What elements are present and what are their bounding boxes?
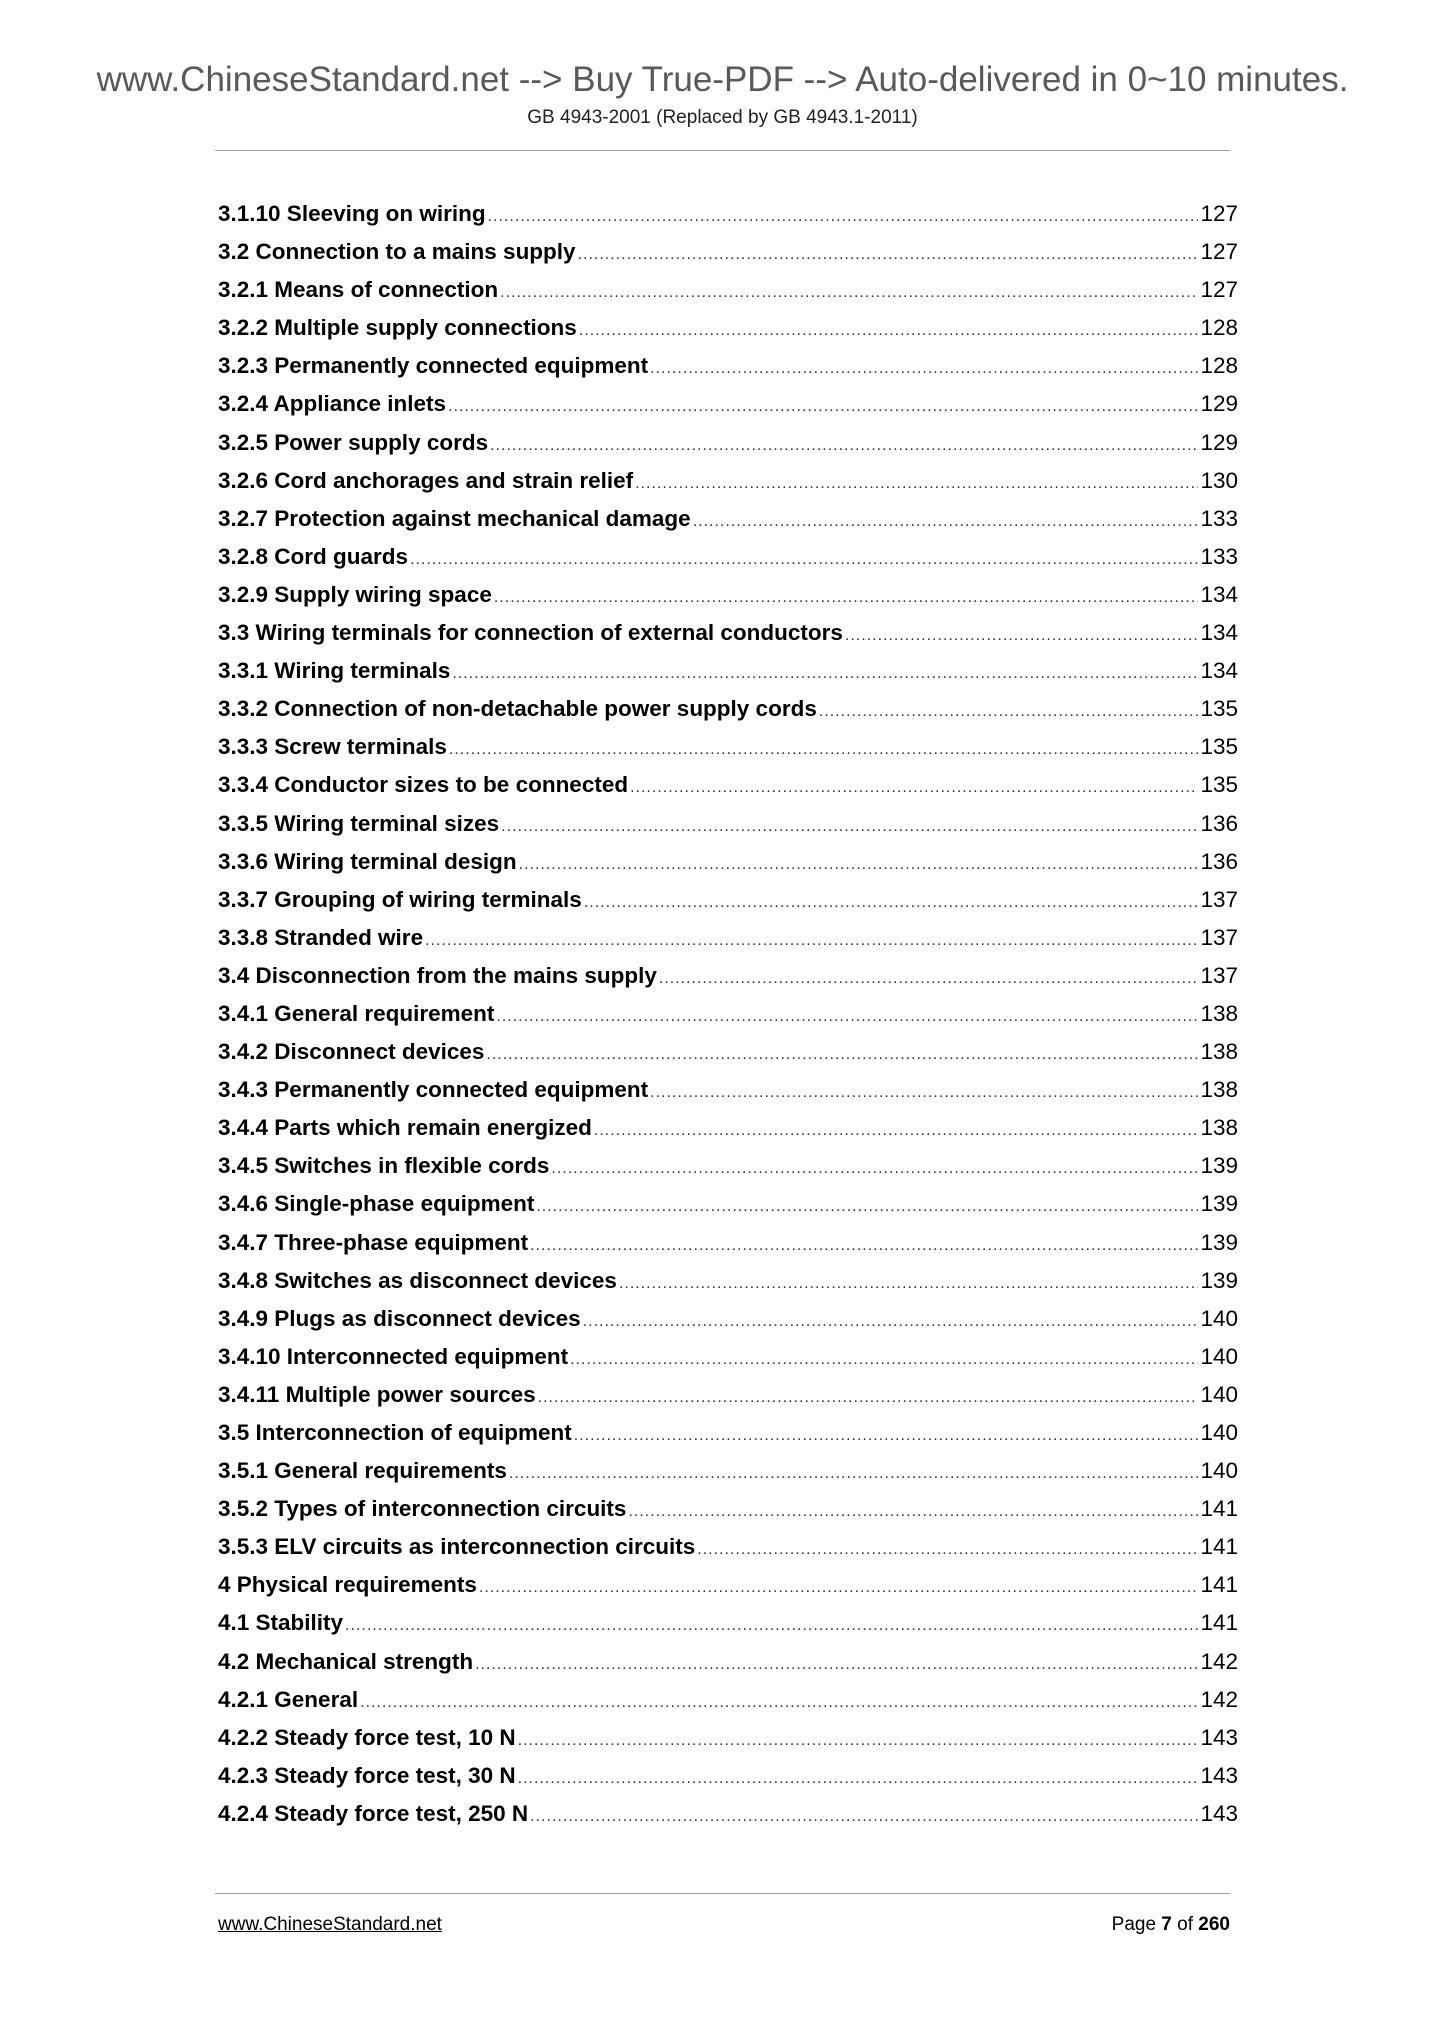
toc-entry[interactable]	[218, 1528, 1238, 1566]
toc-entry-title: 3.2.2 Multiple supply connections	[218, 315, 577, 341]
toc-dot-leader	[538, 1379, 1199, 1417]
top-banner[interactable]: www.ChineseStandard.net --> Buy True-PDF --> Auto-delivered in 0~10 minutes.	[96, 60, 1349, 99]
toc-entry-title: 3.3.5 Wiring terminal sizes	[218, 810, 500, 836]
toc-dot-leader	[574, 1417, 1199, 1455]
toc-entry[interactable]	[218, 995, 1238, 1033]
toc-entry-title: 3.4.10 Interconnected equipment	[218, 1343, 569, 1369]
toc-entry-title: 3.4.7 Three-phase equipment	[218, 1229, 529, 1255]
toc-entry[interactable]	[218, 1033, 1238, 1071]
toc-entry[interactable]	[218, 881, 1238, 919]
toc-entry-page: 134	[1200, 620, 1238, 646]
toc-dot-leader	[479, 1569, 1199, 1607]
current-page-number: 7	[1161, 1914, 1172, 1935]
toc-entry[interactable]	[218, 462, 1238, 500]
toc-entry-title: 3.4 Disconnection from the mains supply	[218, 962, 657, 988]
toc-dot-leader	[494, 579, 1199, 617]
toc-entry-title: 3.4.5 Switches in flexible cords	[218, 1153, 550, 1179]
toc-entry-page: 143	[1200, 1762, 1238, 1788]
toc-entry[interactable]	[218, 919, 1238, 957]
toc-entry[interactable]	[218, 271, 1238, 309]
toc-entry[interactable]	[218, 500, 1238, 538]
toc-dot-leader	[488, 198, 1199, 236]
toc-dot-leader	[583, 1303, 1199, 1341]
toc-entry[interactable]	[218, 1300, 1238, 1338]
toc-entry-page: 127	[1200, 277, 1238, 303]
toc-entry-page: 142	[1200, 1648, 1238, 1674]
toc-entry[interactable]	[218, 424, 1238, 462]
toc-entry[interactable]	[218, 1109, 1238, 1147]
toc-entry-page: 139	[1200, 1153, 1238, 1179]
toc-entry-title: 3.2.6 Cord anchorages and strain relief	[218, 467, 634, 493]
toc-dot-leader	[693, 503, 1199, 541]
toc-entry-page: 141	[1200, 1534, 1238, 1560]
toc-entry-page: 141	[1200, 1572, 1238, 1598]
toc-entry-title: 3.3 Wiring terminals for connection of external conductors	[218, 620, 843, 646]
toc-entry[interactable]	[218, 385, 1238, 423]
footer-website-link[interactable]: www.ChineseStandard.net	[218, 1914, 442, 1935]
toc-entry-page: 133	[1200, 543, 1238, 569]
toc-entry-page: 141	[1200, 1496, 1238, 1522]
toc-dot-leader	[635, 465, 1198, 503]
toc-entry-title: 4 Physical requirements	[218, 1572, 477, 1598]
toc-dot-leader	[530, 1227, 1198, 1265]
toc-dot-leader	[584, 884, 1199, 922]
toc-entry-title: 3.3.8 Stranded wire	[218, 924, 424, 950]
toc-entry-title: 3.2.7 Protection against mechanical damage	[218, 505, 691, 531]
toc-dot-leader	[509, 1455, 1199, 1493]
toc-dot-leader	[410, 541, 1198, 579]
toc-entry-page: 140	[1200, 1305, 1238, 1331]
toc-entry-title: 4.2.1 General	[218, 1686, 359, 1712]
toc-dot-leader	[570, 1341, 1198, 1379]
toc-entry-title: 4.2.3 Steady force test, 30 N	[218, 1762, 516, 1788]
toc-dot-leader	[519, 846, 1199, 884]
toc-entry[interactable]	[218, 690, 1238, 728]
toc-entry-page: 139	[1200, 1267, 1238, 1293]
toc-entry-title: 3.2.3 Permanently connected equipment	[218, 353, 649, 379]
toc-entry[interactable]	[218, 766, 1238, 804]
toc-entry-title: 3.2.5 Power supply cords	[218, 429, 489, 455]
toc-entry-page: 135	[1200, 696, 1238, 722]
toc-entry-page: 140	[1200, 1458, 1238, 1484]
toc-entry-title: 3.3.7 Grouping of wiring terminals	[218, 886, 582, 912]
toc-entry[interactable]	[218, 728, 1238, 766]
toc-entry-title: 3.5 Interconnection of equipment	[218, 1420, 572, 1445]
toc-entry-title: 3.4.11 Multiple power sources	[218, 1381, 536, 1407]
toc-dot-leader	[490, 427, 1198, 465]
toc-entry-title: 3.3.6 Wiring terminal design	[218, 848, 517, 874]
toc-entry-title: 4.1 Stability	[218, 1610, 344, 1636]
toc-entry[interactable]	[218, 1757, 1238, 1795]
toc-entry[interactable]	[218, 1719, 1238, 1757]
toc-entry[interactable]	[218, 1490, 1238, 1528]
toc-dot-leader	[551, 1150, 1198, 1188]
toc-dot-leader	[518, 1722, 1199, 1760]
toc-entry[interactable]	[218, 1262, 1238, 1300]
toc-entry-page: 138	[1200, 1077, 1238, 1103]
toc-entry-page: 134	[1200, 581, 1238, 607]
toc-entry-page: 134	[1200, 658, 1238, 684]
toc-dot-leader	[650, 1074, 1198, 1112]
toc-entry-title: 3.4.6 Single-phase equipment	[218, 1191, 535, 1217]
toc-dot-leader	[475, 1646, 1198, 1684]
toc-entry-page: 133	[1200, 505, 1238, 531]
toc-dot-leader	[536, 1188, 1198, 1226]
toc-entry[interactable]	[218, 614, 1238, 652]
toc-entry[interactable]	[218, 1414, 1238, 1452]
toc-entry-title: 4.2 Mechanical strength	[218, 1648, 474, 1674]
page-number	[1112, 1914, 1230, 1936]
toc-entry-page: 139	[1200, 1229, 1238, 1255]
toc-entry[interactable]	[218, 1224, 1238, 1262]
header-divider	[215, 150, 1230, 151]
toc-entry[interactable]	[218, 1452, 1238, 1490]
toc-entry-page: 140	[1200, 1343, 1238, 1369]
toc-entry-page: 135	[1200, 734, 1238, 760]
footer-divider	[215, 1893, 1230, 1894]
table-of-contents	[218, 195, 1238, 1833]
toc-entry-page: 138	[1200, 1039, 1238, 1065]
toc-entry-title: 3.3.4 Conductor sizes to be connected	[218, 772, 629, 798]
toc-entry[interactable]	[218, 1185, 1238, 1223]
toc-entry-page: 127	[1200, 201, 1238, 226]
toc-entry-title: 4.2.4 Steady force test, 250 N	[218, 1800, 529, 1826]
toc-dot-leader	[619, 1265, 1199, 1303]
toc-entry-page: 136	[1200, 810, 1238, 836]
toc-dot-leader	[425, 922, 1198, 960]
toc-entry-page: 143	[1200, 1800, 1238, 1826]
toc-entry[interactable]	[218, 309, 1238, 347]
toc-entry-page: 140	[1200, 1420, 1238, 1445]
toc-entry-title: 3.4.8 Switches as disconnect devices	[218, 1267, 617, 1293]
toc-entry-page: 128	[1200, 353, 1238, 379]
toc-entry-page: 138	[1200, 1000, 1238, 1026]
toc-entry[interactable]	[218, 1604, 1238, 1642]
toc-entry-page: 138	[1200, 1115, 1238, 1141]
toc-entry-page: 130	[1200, 467, 1238, 493]
total-page-count: 260	[1198, 1914, 1230, 1935]
toc-entry-page: 141	[1200, 1610, 1238, 1636]
toc-dot-leader	[628, 1493, 1198, 1531]
toc-dot-leader	[360, 1684, 1198, 1722]
toc-entry-title: 4.2.2 Steady force test, 10 N	[218, 1724, 516, 1750]
toc-entry-page: 140	[1200, 1381, 1238, 1407]
toc-entry[interactable]	[218, 576, 1238, 614]
toc-entry[interactable]	[218, 652, 1238, 690]
toc-entry-page: 127	[1200, 239, 1238, 265]
toc-dot-leader	[500, 274, 1198, 312]
toc-entry[interactable]	[218, 1681, 1238, 1719]
toc-dot-leader	[486, 1036, 1198, 1074]
toc-entry-title: 3.4.1 General requirement	[218, 1000, 495, 1026]
toc-entry-title: 3.4.3 Permanently connected equipment	[218, 1077, 649, 1103]
toc-entry[interactable]	[218, 1795, 1238, 1833]
toc-entry-page: 139	[1200, 1191, 1238, 1217]
toc-dot-leader	[650, 350, 1198, 388]
toc-entry[interactable]	[218, 1376, 1238, 1414]
toc-entry-page: 135	[1200, 772, 1238, 798]
toc-entry-title: 3.1.10 Sleeving on wiring	[218, 201, 486, 226]
toc-entry-title: 3.5.3 ELV circuits as interconnection circuits	[218, 1534, 696, 1560]
toc-entry[interactable]	[218, 347, 1238, 385]
page-label: Page	[1111, 1914, 1157, 1935]
toc-entry-page: 136	[1200, 848, 1238, 874]
toc-entry-page: 129	[1200, 391, 1238, 417]
toc-entry[interactable]	[218, 1147, 1238, 1185]
toc-dot-leader	[501, 808, 1198, 846]
toc-entry-title: 3.3.1 Wiring terminals	[218, 658, 451, 684]
toc-entry[interactable]	[218, 233, 1238, 271]
toc-dot-leader	[578, 236, 1199, 274]
toc-entry[interactable]	[218, 805, 1238, 843]
toc-entry-page: 143	[1200, 1724, 1238, 1750]
toc-entry-page: 137	[1200, 924, 1238, 950]
toc-entry[interactable]	[218, 1566, 1238, 1604]
toc-entry-title: 3.2.9 Supply wiring space	[218, 581, 492, 607]
toc-dot-leader	[448, 388, 1198, 426]
toc-dot-leader	[697, 1531, 1198, 1569]
toc-entry-page: 129	[1200, 429, 1238, 455]
toc-dot-leader	[452, 655, 1198, 693]
toc-entry-page: 137	[1200, 962, 1238, 988]
toc-dot-leader	[530, 1798, 1198, 1836]
document-subheader: GB 4943-2001 (Replaced by GB 4943.1-2011)	[527, 107, 918, 128]
toc-entry[interactable]	[218, 195, 1238, 233]
toc-entry[interactable]	[218, 957, 1238, 995]
toc-dot-leader	[579, 312, 1199, 350]
toc-entry[interactable]	[218, 1338, 1238, 1376]
toc-entry-title: 3.4.9 Plugs as disconnect devices	[218, 1305, 581, 1331]
toc-dot-leader	[449, 731, 1199, 769]
toc-entry-title: 3.2 Connection to a mains supply	[218, 239, 576, 265]
toc-dot-leader	[496, 998, 1198, 1036]
toc-dot-leader	[819, 693, 1199, 731]
toc-entry-title: 3.4.2 Disconnect devices	[218, 1039, 485, 1065]
toc-dot-leader	[518, 1760, 1199, 1798]
toc-dot-leader	[659, 960, 1199, 998]
toc-entry-title: 3.4.4 Parts which remain energized	[218, 1115, 592, 1141]
toc-entry-title: 3.2.1 Means of connection	[218, 277, 499, 303]
toc-entry-title: 3.3.3 Screw terminals	[218, 734, 447, 760]
toc-entry[interactable]	[218, 1643, 1238, 1681]
toc-entry-title: 3.2.4 Appliance inlets	[218, 391, 446, 417]
toc-entry-title: 3.2.8 Cord guards	[218, 543, 409, 569]
toc-dot-leader	[345, 1607, 1198, 1645]
toc-entry-page: 142	[1200, 1686, 1238, 1712]
toc-entry-page: 137	[1200, 886, 1238, 912]
toc-dot-leader	[630, 769, 1198, 807]
toc-dot-leader	[845, 617, 1199, 655]
toc-dot-leader	[594, 1112, 1199, 1150]
page-of-label: of	[1177, 1914, 1194, 1935]
toc-entry[interactable]	[218, 1071, 1238, 1109]
toc-entry[interactable]	[218, 538, 1238, 576]
toc-entry-title: 3.5.2 Types of interconnection circuits	[218, 1496, 627, 1522]
toc-entry[interactable]	[218, 843, 1238, 881]
toc-entry-page: 128	[1200, 315, 1238, 341]
toc-entry-title: 3.3.2 Connection of non-detachable power supply cords	[218, 696, 817, 722]
toc-entry-title: 3.5.1 General requirements	[218, 1458, 507, 1484]
